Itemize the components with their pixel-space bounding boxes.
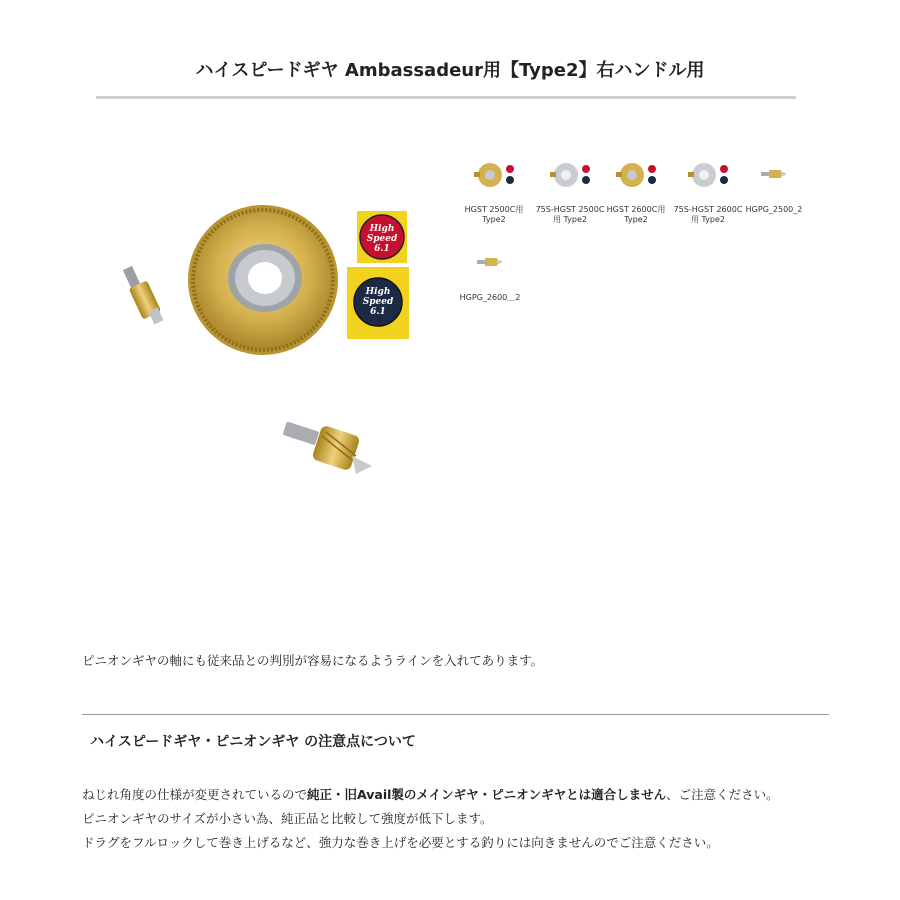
high-speed-sticker-red — [357, 211, 407, 263]
badge-text-1b: High — [365, 287, 391, 297]
caution-section-title: ハイスピードギヤ・ピニオンギヤ の注意点について — [90, 734, 416, 750]
pinion-icon — [759, 167, 789, 181]
badge-text-3: 6.1 — [374, 244, 390, 254]
pinion-gear-detail-image — [280, 420, 380, 490]
gold-gear-set-icon — [612, 160, 660, 188]
badge-text-3b: 6.1 — [370, 307, 386, 317]
pinion-note: ピニオンギヤの軸にも従来品との判別が容易になるようラインを入れてあります。 — [82, 653, 544, 668]
page-title: ハイスピードギヤ Ambassadeur用【Type2】右ハンドル用 — [195, 60, 705, 81]
variant-thumbnail[interactable]: HGPG_2500_2 — [735, 155, 813, 215]
badge-text-2b: Speed — [362, 297, 394, 307]
silver-gear-set-icon — [546, 160, 594, 188]
caution-line-3: ドラグをフルロックして巻き上げるなど、強力な巻き上げを必要とする釣りには向きませんのでご注意ください。 — [82, 835, 719, 850]
caution-line-2: ピニオンギヤのサイズが小さい為、純正品と比較して強度が低下します。 — [82, 811, 493, 826]
variant-thumbnail[interactable]: HGST 2600C用 Type2 — [597, 155, 675, 225]
caution-line-1: ねじれ角度の仕様が変更されているので純正・旧Avail製のメインギヤ・ピニオンギヤとは適合しません、ご注意ください。 — [82, 787, 779, 802]
variant-thumbnail[interactable]: HGPG_2600＿2 — [451, 243, 529, 303]
caution-list — [82, 783, 779, 855]
silver-gear-set-icon — [684, 160, 732, 188]
section-divider — [82, 714, 829, 715]
title-divider — [96, 96, 796, 99]
pinion-gear-small-icon — [123, 266, 164, 325]
high-speed-sticker-navy — [347, 267, 409, 339]
gold-gear-set-icon — [470, 160, 518, 188]
badge-text-1: High — [369, 224, 395, 234]
pinion-icon — [475, 255, 505, 269]
variant-thumbnail[interactable]: 75S-HGST 2500C 用 Type2 — [531, 155, 609, 225]
variant-thumbnail[interactable]: 75S-HGST 2600C 用 Type2 — [669, 155, 747, 225]
badge-text-2: Speed — [366, 234, 398, 244]
product-hero-image — [115, 205, 415, 355]
main-gear-icon — [188, 205, 338, 355]
variant-thumbnail[interactable]: HGST 2500C用 Type2 — [455, 155, 533, 225]
